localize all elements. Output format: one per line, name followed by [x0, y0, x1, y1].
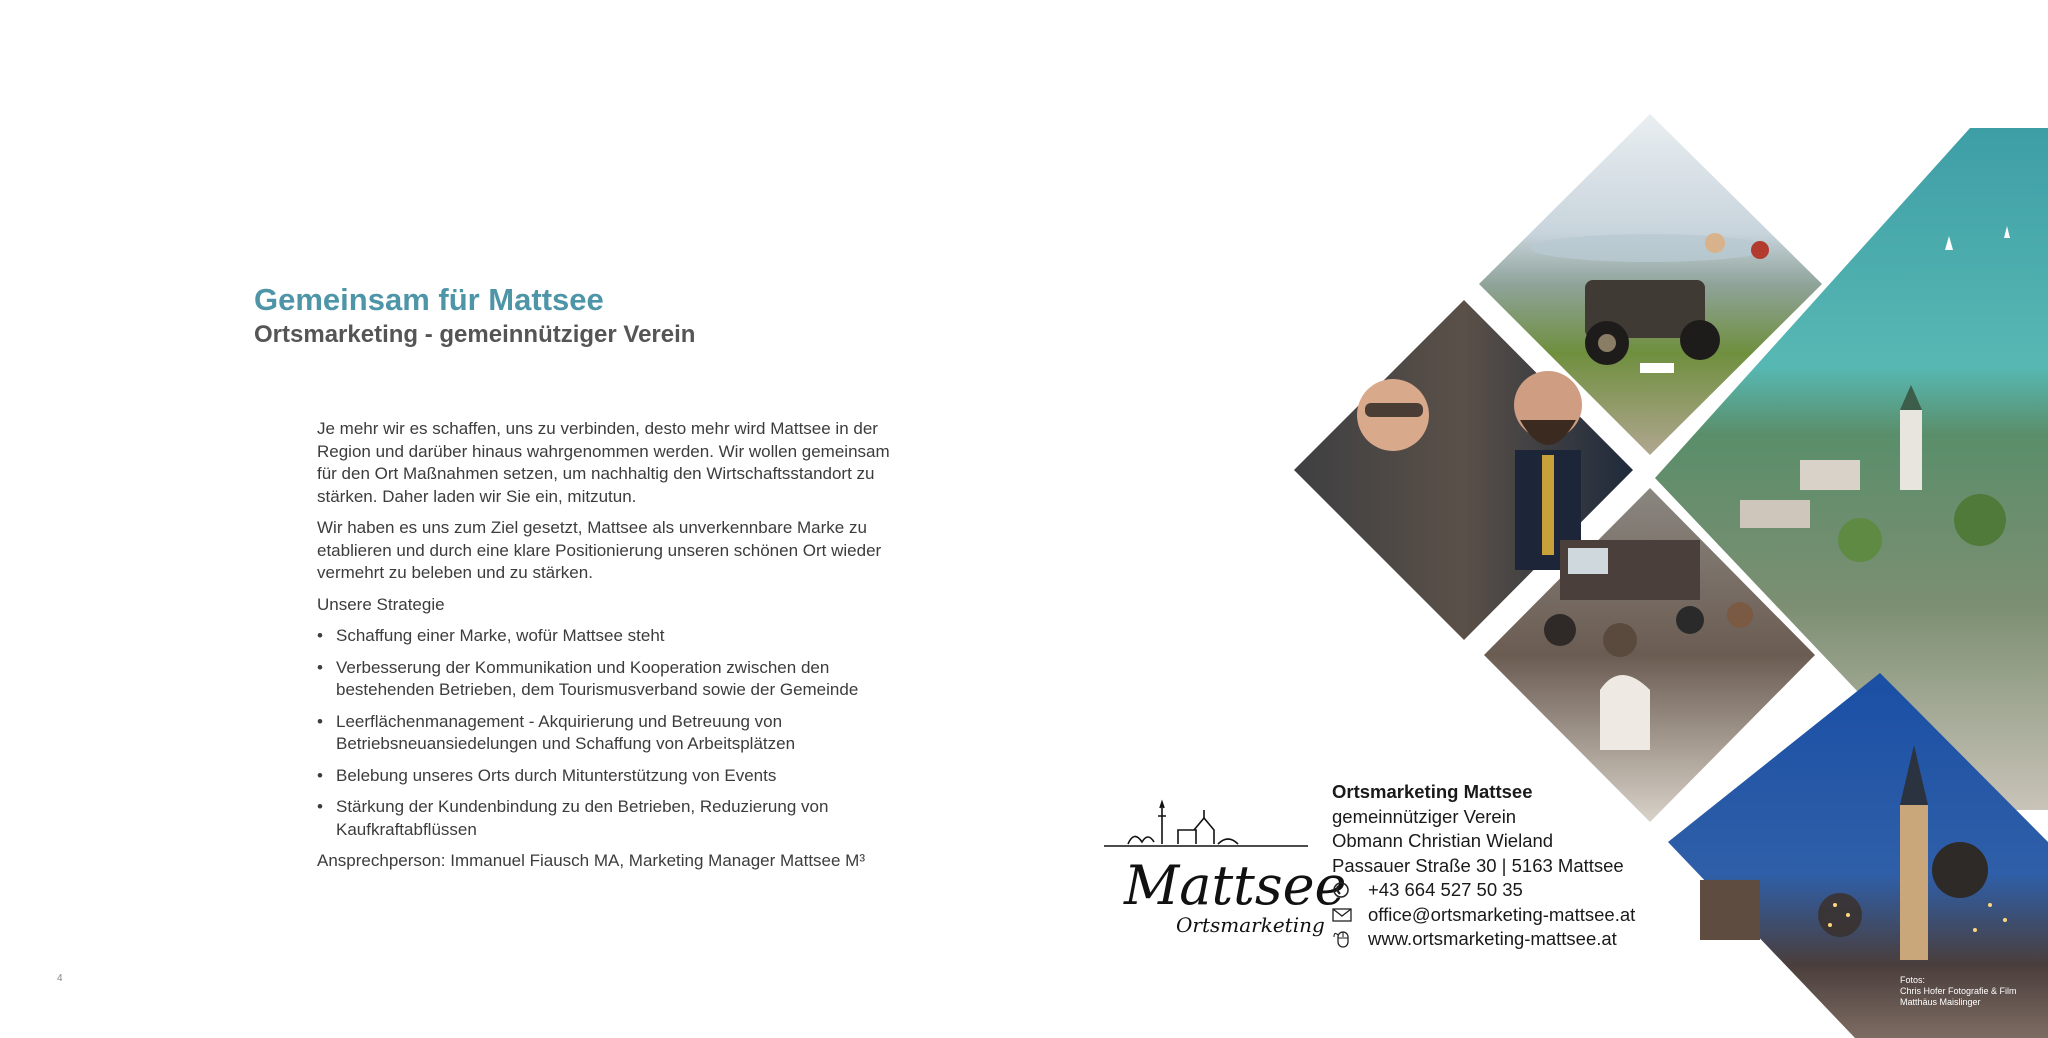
contact-person: Ansprechperson: Immanuel Fiausch MA, Marketing Manager Mattsee M³ [317, 851, 866, 870]
page-title: Gemeinsam für Mattsee [254, 282, 604, 317]
goal-paragraph: Wir haben es uns zum Ziel gesetzt, Mattsee als unverkennbare Marke zu etablieren und durch eine klare Positionierung unseren schönen Ort wieder vermehrt zu beleben und zu stärken. [317, 518, 882, 582]
page-subtitle: Ortsmarketing - gemeinnütziger Verein [254, 321, 696, 348]
strategy-item: • Leerflächenmanagement - Akquirierung und Betreuung von Betriebsneuansiedelungen und Schaffung von Arbeitsplätzen [317, 711, 796, 753]
phone-icon [1332, 880, 1352, 900]
bullet-icon: • [317, 657, 323, 677]
bullet-icon: • [317, 626, 323, 645]
strategy-item: • Schaffung einer Marke, wofür Mattsee steht [317, 625, 892, 648]
contact-block [1332, 780, 1635, 952]
website-row [1332, 927, 1635, 952]
address: Passauer Straße 30 | 5163 Mattsee [1332, 854, 1624, 876]
chair-name: Obmann Christian Wieland [1332, 830, 1554, 851]
page-number: 4 [57, 973, 63, 984]
org-name: Ortsmarketing Mattsee [1332, 781, 1533, 802]
org-type: gemeinnütziger Verein [1332, 805, 1517, 827]
phone-number[interactable]: +43 664 527 50 35 [1368, 879, 1523, 900]
envelope-icon [1332, 905, 1352, 925]
bullet-icon: • [317, 765, 323, 785]
strategy-item: • Stärkung der Kundenbindung zu den Betrieben, Reduzierung von Kaufkraftabflüssen [317, 797, 829, 839]
phone-row [1332, 878, 1635, 903]
website-link[interactable]: www.ortsmarketing-mattsee.at [1368, 928, 1617, 949]
photo-credit: Fotos: Chris Hofer Fotografie & Film Matthäus Maislinger [1900, 975, 2017, 1007]
logo-tagline: Ortsmarketing [1176, 913, 1325, 937]
strategy-item: • Belebung unseres Orts durch Mitunterstützung von Events [317, 765, 892, 788]
logo-skyline [1104, 802, 1308, 846]
bullet-icon: • [317, 711, 323, 731]
mouse-icon [1332, 929, 1352, 949]
mattsee-logo [1098, 786, 1347, 944]
email-link[interactable]: office@ortsmarketing-mattsee.at [1368, 903, 1636, 925]
bullet-icon: • [317, 797, 323, 816]
strategy-heading: Unsere Strategie [317, 594, 445, 614]
logo-wordmark: Mattsee [1124, 854, 1347, 917]
intro-paragraph: Je mehr wir es schaffen, uns zu verbinden, desto mehr wird Mattsee in der Region und darüber hinaus wahrgenommen werden. Wir wollen gemeinsam für den Ort Maßnahmen setzen, um nachhaltig den Wirtschaftsstandort zu stärken. Daher laden wir Sie ein, mitzutun. [317, 419, 890, 506]
email-row [1332, 903, 1635, 928]
strategy-item: • Verbesserung der Kommunikation und Kooperation zwischen den bestehenden Betrieben, dem Tourismusverband sowie der Gemeinde [317, 657, 859, 699]
